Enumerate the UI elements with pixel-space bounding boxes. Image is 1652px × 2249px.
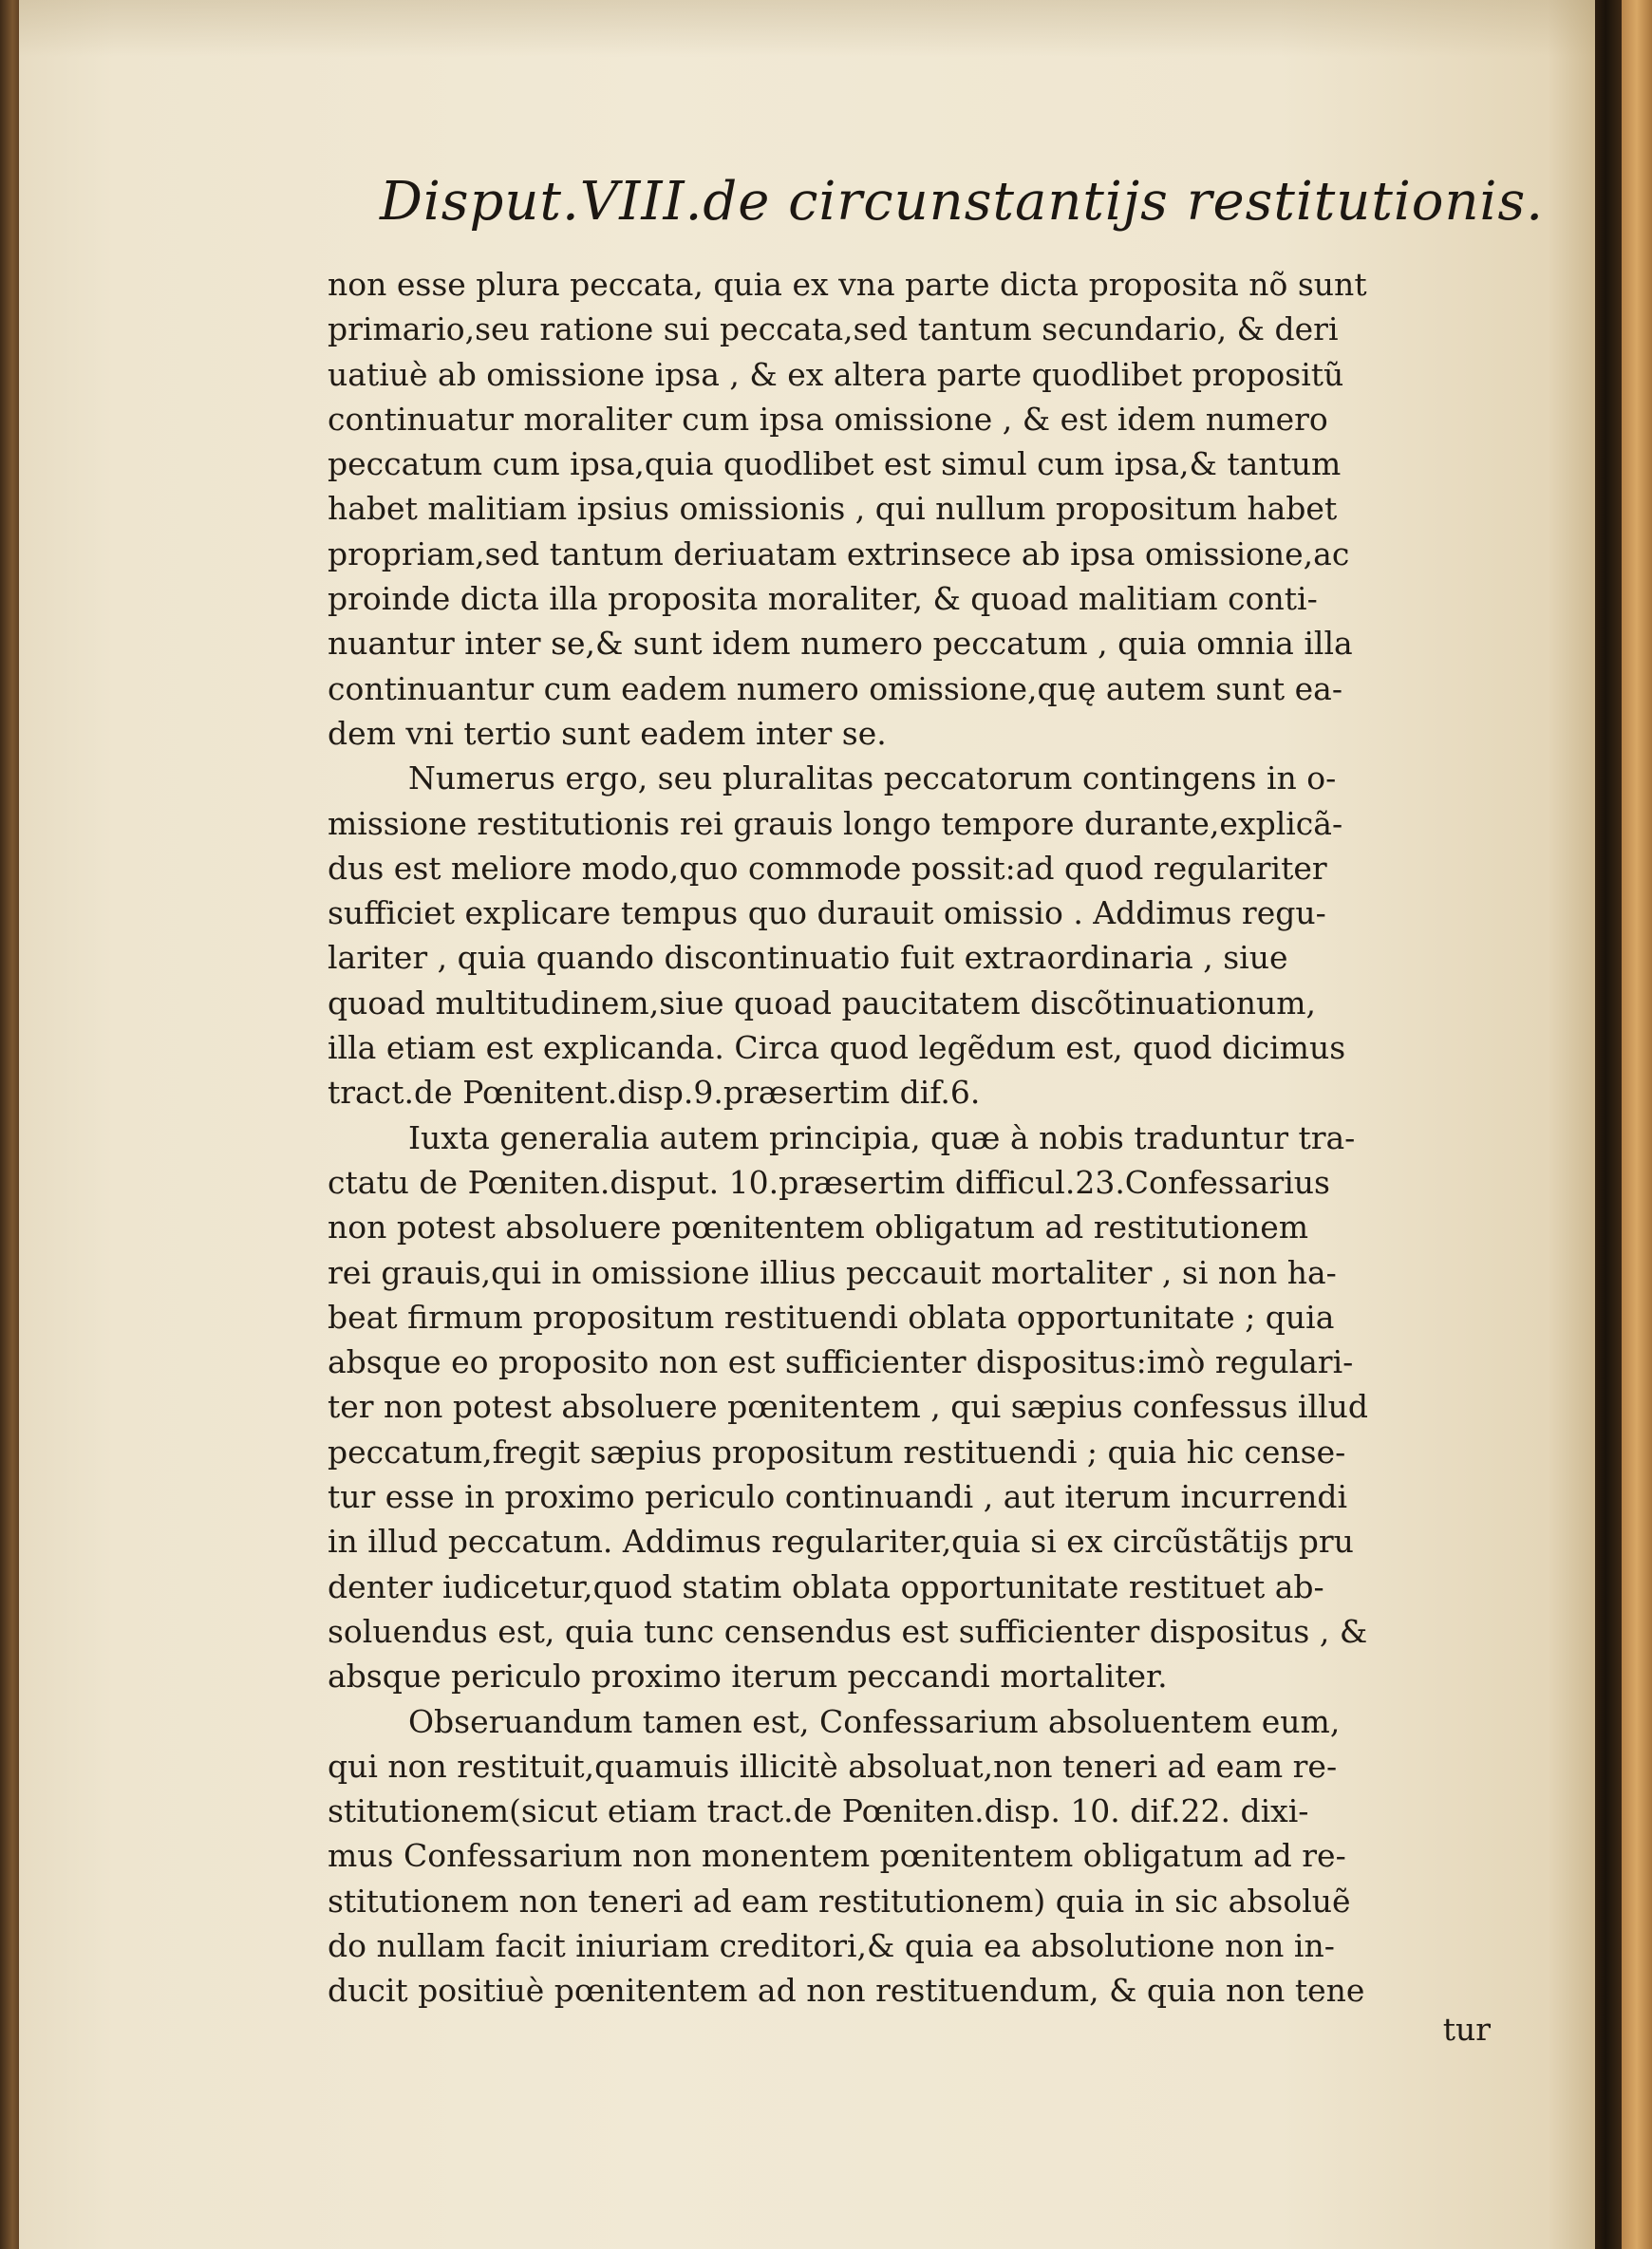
text-line: in illud peccatum. Addimus regulariter,quia si ex circũstãtijs pru [328,1523,1354,1561]
text-line: non esse plura peccata, quia ex vna parte dicta proposita nõ sunt [328,266,1367,303]
text-line: mus Confessarium non monentem pœnitentem obligatum ad re- [328,1837,1346,1875]
text-line: peccatum,fregit sæpius propositum restituendi ; quia hic cense- [328,1433,1346,1471]
text-line: ter non potest absoluere pœnitentem , qui sæpius confessus illud [328,1388,1368,1426]
text-line: dem vni tertio sunt eadem inter se. [328,714,887,752]
text-line: absque periculo proximo iterum peccandi mortaliter. [328,1658,1168,1696]
text-line: absque eo proposito non est sufficienter dispositus:imò regulari- [328,1343,1354,1381]
body-text [328,262,1495,2014]
text-line: uatiuè ab omissione ipsa , & ex altera parte quodlibet propositũ [328,355,1344,393]
text-line: sufficiet explicare tempus quo durauit omissio . Addimus regu- [328,894,1326,932]
text-line: beat firmum propositum restituendi oblata opportunitate ; quia [328,1298,1335,1336]
text-line: denter iudicetur,quod statim oblata opportunitate restituet ab- [328,1567,1324,1605]
text-line: qui non restituit,quamuis illicitè absoluat,non teneri ad eam re- [328,1747,1338,1785]
book-gutter [1595,0,1622,2249]
text-line: peccatum cum ipsa,quia quodlibet est simul cum ipsa,& tantum [328,445,1342,483]
text-line: stitutionem non teneri ad eam restitutionem) quia in sic absoluẽ [328,1882,1351,1920]
text-line: rei grauis,qui in omissione illius peccauit mortaliter , si non ha- [328,1253,1337,1291]
text-line: non potest absoluere pœnitentem obligatum ad restitutionem [328,1209,1309,1246]
book-cover-edge [0,0,21,2249]
text-line: quoad multitudinem,siue quoad paucitatem discõtinuationum, [328,984,1317,1021]
text-line: Iuxta generalia autem principia, quæ à nobis traduntur tra- [408,1118,1356,1156]
text-line: do nullam facit iniuriam creditori,& quia ea absolutione non in- [328,1926,1335,1964]
text-line: continuatur moraliter cum ipsa omissione , & est idem numero [328,400,1328,438]
text-line: proinde dicta illa proposita moraliter, & quoad malitiam conti- [328,580,1318,618]
catchword: tur [1442,2011,1491,2048]
text-line: habet malitiam ipsius omissionis , qui nullum propositum habet [328,490,1338,528]
facing-page-edge [1622,0,1652,2249]
text-line: primario,seu ratione sui peccata,sed tantum secundario, & deri [328,310,1339,348]
text-line: tract.de Pœnitent.disp.9.præsertim dif.6. [328,1074,981,1112]
text-line: continuantur cum eadem numero omissione,quę autem sunt ea- [328,669,1342,707]
text-line: missione restitutionis rei grauis longo tempore durante,explicã- [328,804,1343,842]
text-line: lariter , quia quando discontinuatio fuit extraordinaria , siue [328,939,1288,977]
text-line: ducit positiuè pœnitentem ad non restituendum, & quia non tene [328,1972,1365,2010]
text-line: ctatu de Pœniten.disput. 10.præsertim difficul.23.Confessarius [328,1163,1330,1201]
running-header: Disput.VIII.de circunstantijs restitutionis. [380,171,1544,233]
text-line: Numerus ergo, seu pluralitas peccatorum contingens in o- [408,759,1337,797]
text-line: stitutionem(sicut etiam tract.de Pœniten.disp. 10. dif.22. dixi- [328,1792,1309,1830]
text-line: Obseruandum tamen est, Confessarium absoluentem eum, [408,1702,1341,1740]
text-line: tur esse in proximo periculo continuandi , aut iterum incurrendi [328,1478,1348,1516]
text-line: nuantur inter se,& sunt idem numero peccatum , quia omnia illa [328,625,1353,663]
text-line: propriam,sed tantum deriuatam extrinsece ab ipsa omissione,ac [328,534,1350,572]
text-line: dus est meliore modo,quo commode possit:ad quod regulariter [328,849,1327,887]
text-line: illa etiam est explicanda. Circa quod legẽdum est, quod dicimus [328,1029,1346,1067]
text-line: soluendus est, quia tunc censendus est sufficienter dispositus , & [328,1612,1368,1650]
